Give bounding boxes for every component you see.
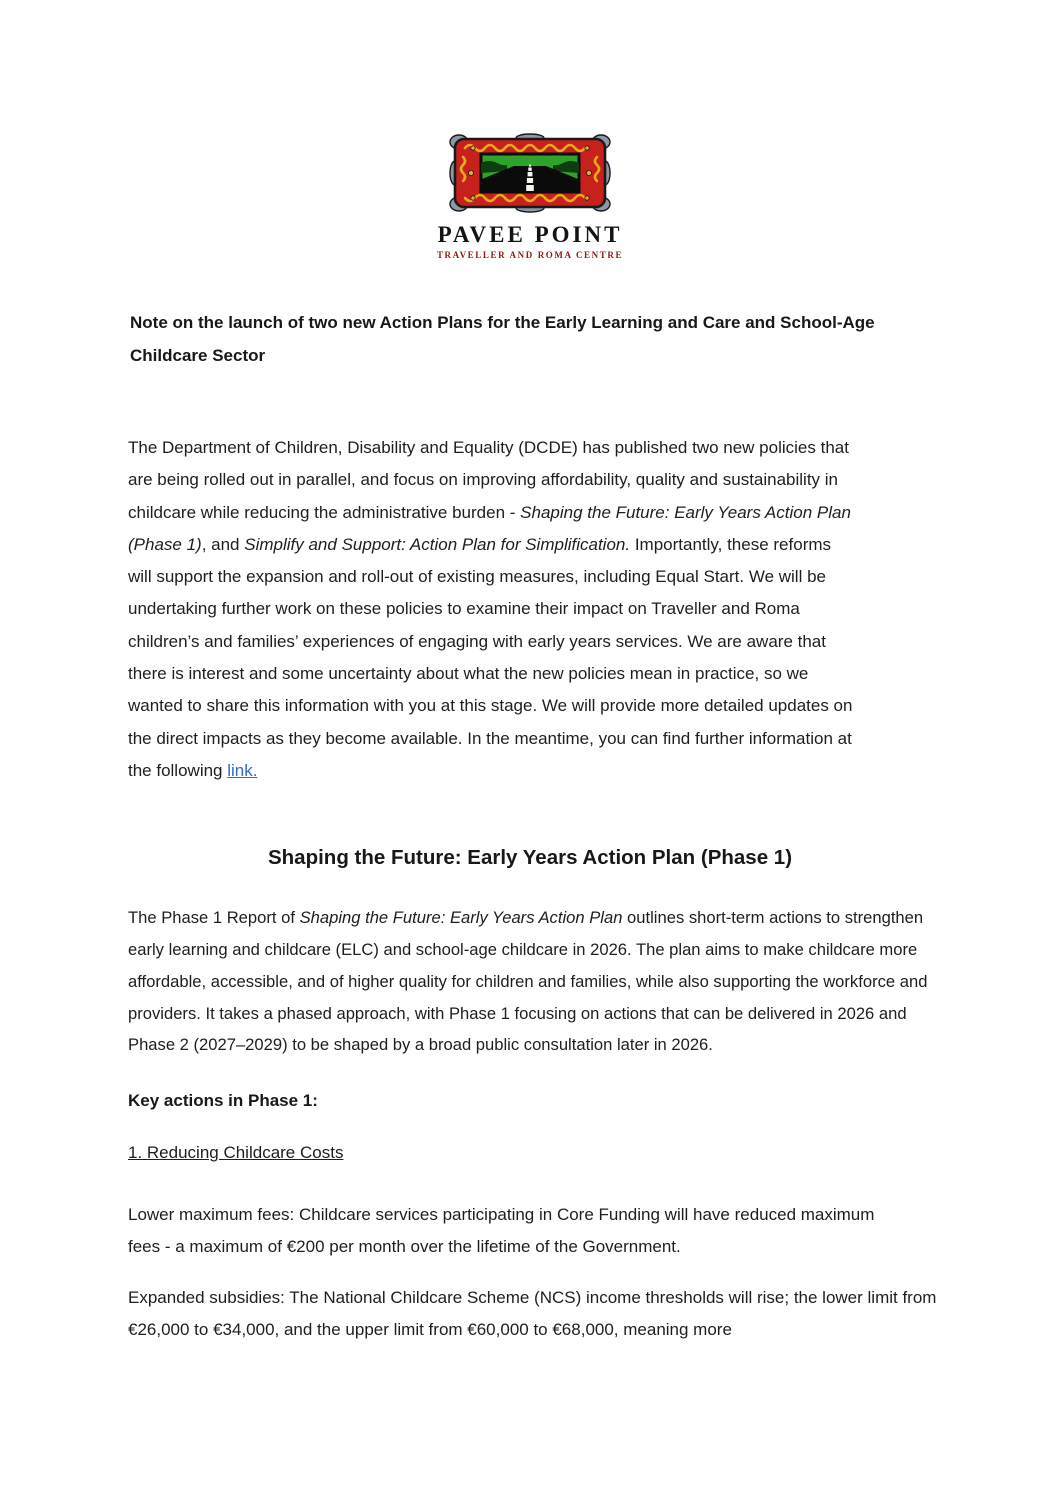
overview-paragraph (128, 902, 930, 1061)
logo-frame-illustration (449, 133, 611, 213)
text-segment: Importantly, these reforms will support the expansion and roll-out of existing measures, including Equal Start. We will be undertaking further work on these policies to examine their impact on Traveller and Roma children’s and families’ experiences of engaging with early years services. We are aware that there is interest and some uncertainty about what the new policies mean in practice, so we wanted to share this information with you at this stage. We will provide more detailed updates on the direct impacts as they become available. In the meantime, you can find further information at the following (128, 534, 853, 780)
section-heading: Shaping the Future: Early Years Action Plan (Phase 1) (267, 846, 793, 870)
text-segment: outlines short-term actions to strengthen early learning and childcare (ELC) and school-age childcare in 2026. The plan aims to make childcare more affordable, accessible, and of higher quality for children and families, while also supporting the workforce and providers. It takes a phased approach, with Phase 1 focusing on actions that can be delivered in 2026 and Phase 2 (2027–2029) to be shaped by a broad public consultation later in 2026. (128, 908, 928, 1055)
paragraph-lower-maximum-fees: Lower maximum fees: Childcare services participating in Core Funding will have reduced maximum fees - a maximum of €200 per month over the lifetime of the Government. (128, 1205, 875, 1256)
text-segment: The Phase 1 Report of (128, 908, 300, 928)
logo-subtitle: TRAVELLER AND ROMA CENTRE (436, 250, 624, 260)
key-actions-label: Key actions in Phase 1: (128, 1091, 318, 1111)
note-heading: Note on the launch of two new Action Plans for the Early Learning and Care and School-Age Childcare Sector (130, 313, 875, 365)
intro-paragraph (128, 432, 856, 787)
text-segment: The Department of Children, Disability and Equality (DCDE) has published two new policies that are being rolled out in parallel, and focus on improving affordability, quality and sustainability in childcare while reducing the administrative burden - (128, 438, 849, 522)
document-body (0, 306, 1060, 1345)
logo-title: PAVEE POINT (437, 222, 623, 247)
text-segment: Shaping the Future: Early Years Action Plan (299, 908, 623, 928)
hyperlink[interactable]: link. (227, 760, 258, 780)
text-segment: , and (201, 534, 245, 554)
text-segment: Simplify and Support: Action Plan for Simplification. (244, 534, 631, 554)
paragraph-expanded-subsidies: Expanded subsidies: The National Childcare Scheme (NCS) income thresholds will rise; the lower limit from €26,000 to €34,000, and the upper limit from €60,000 to €68,000, meaning more (128, 1288, 937, 1339)
text-segment: Shaping the Future: Early Years Action Plan (Phase 1) (128, 502, 851, 554)
pavee-point-logo (430, 0, 630, 260)
subsection-title-reducing-costs: 1. Reducing Childcare Costs (128, 1143, 344, 1163)
